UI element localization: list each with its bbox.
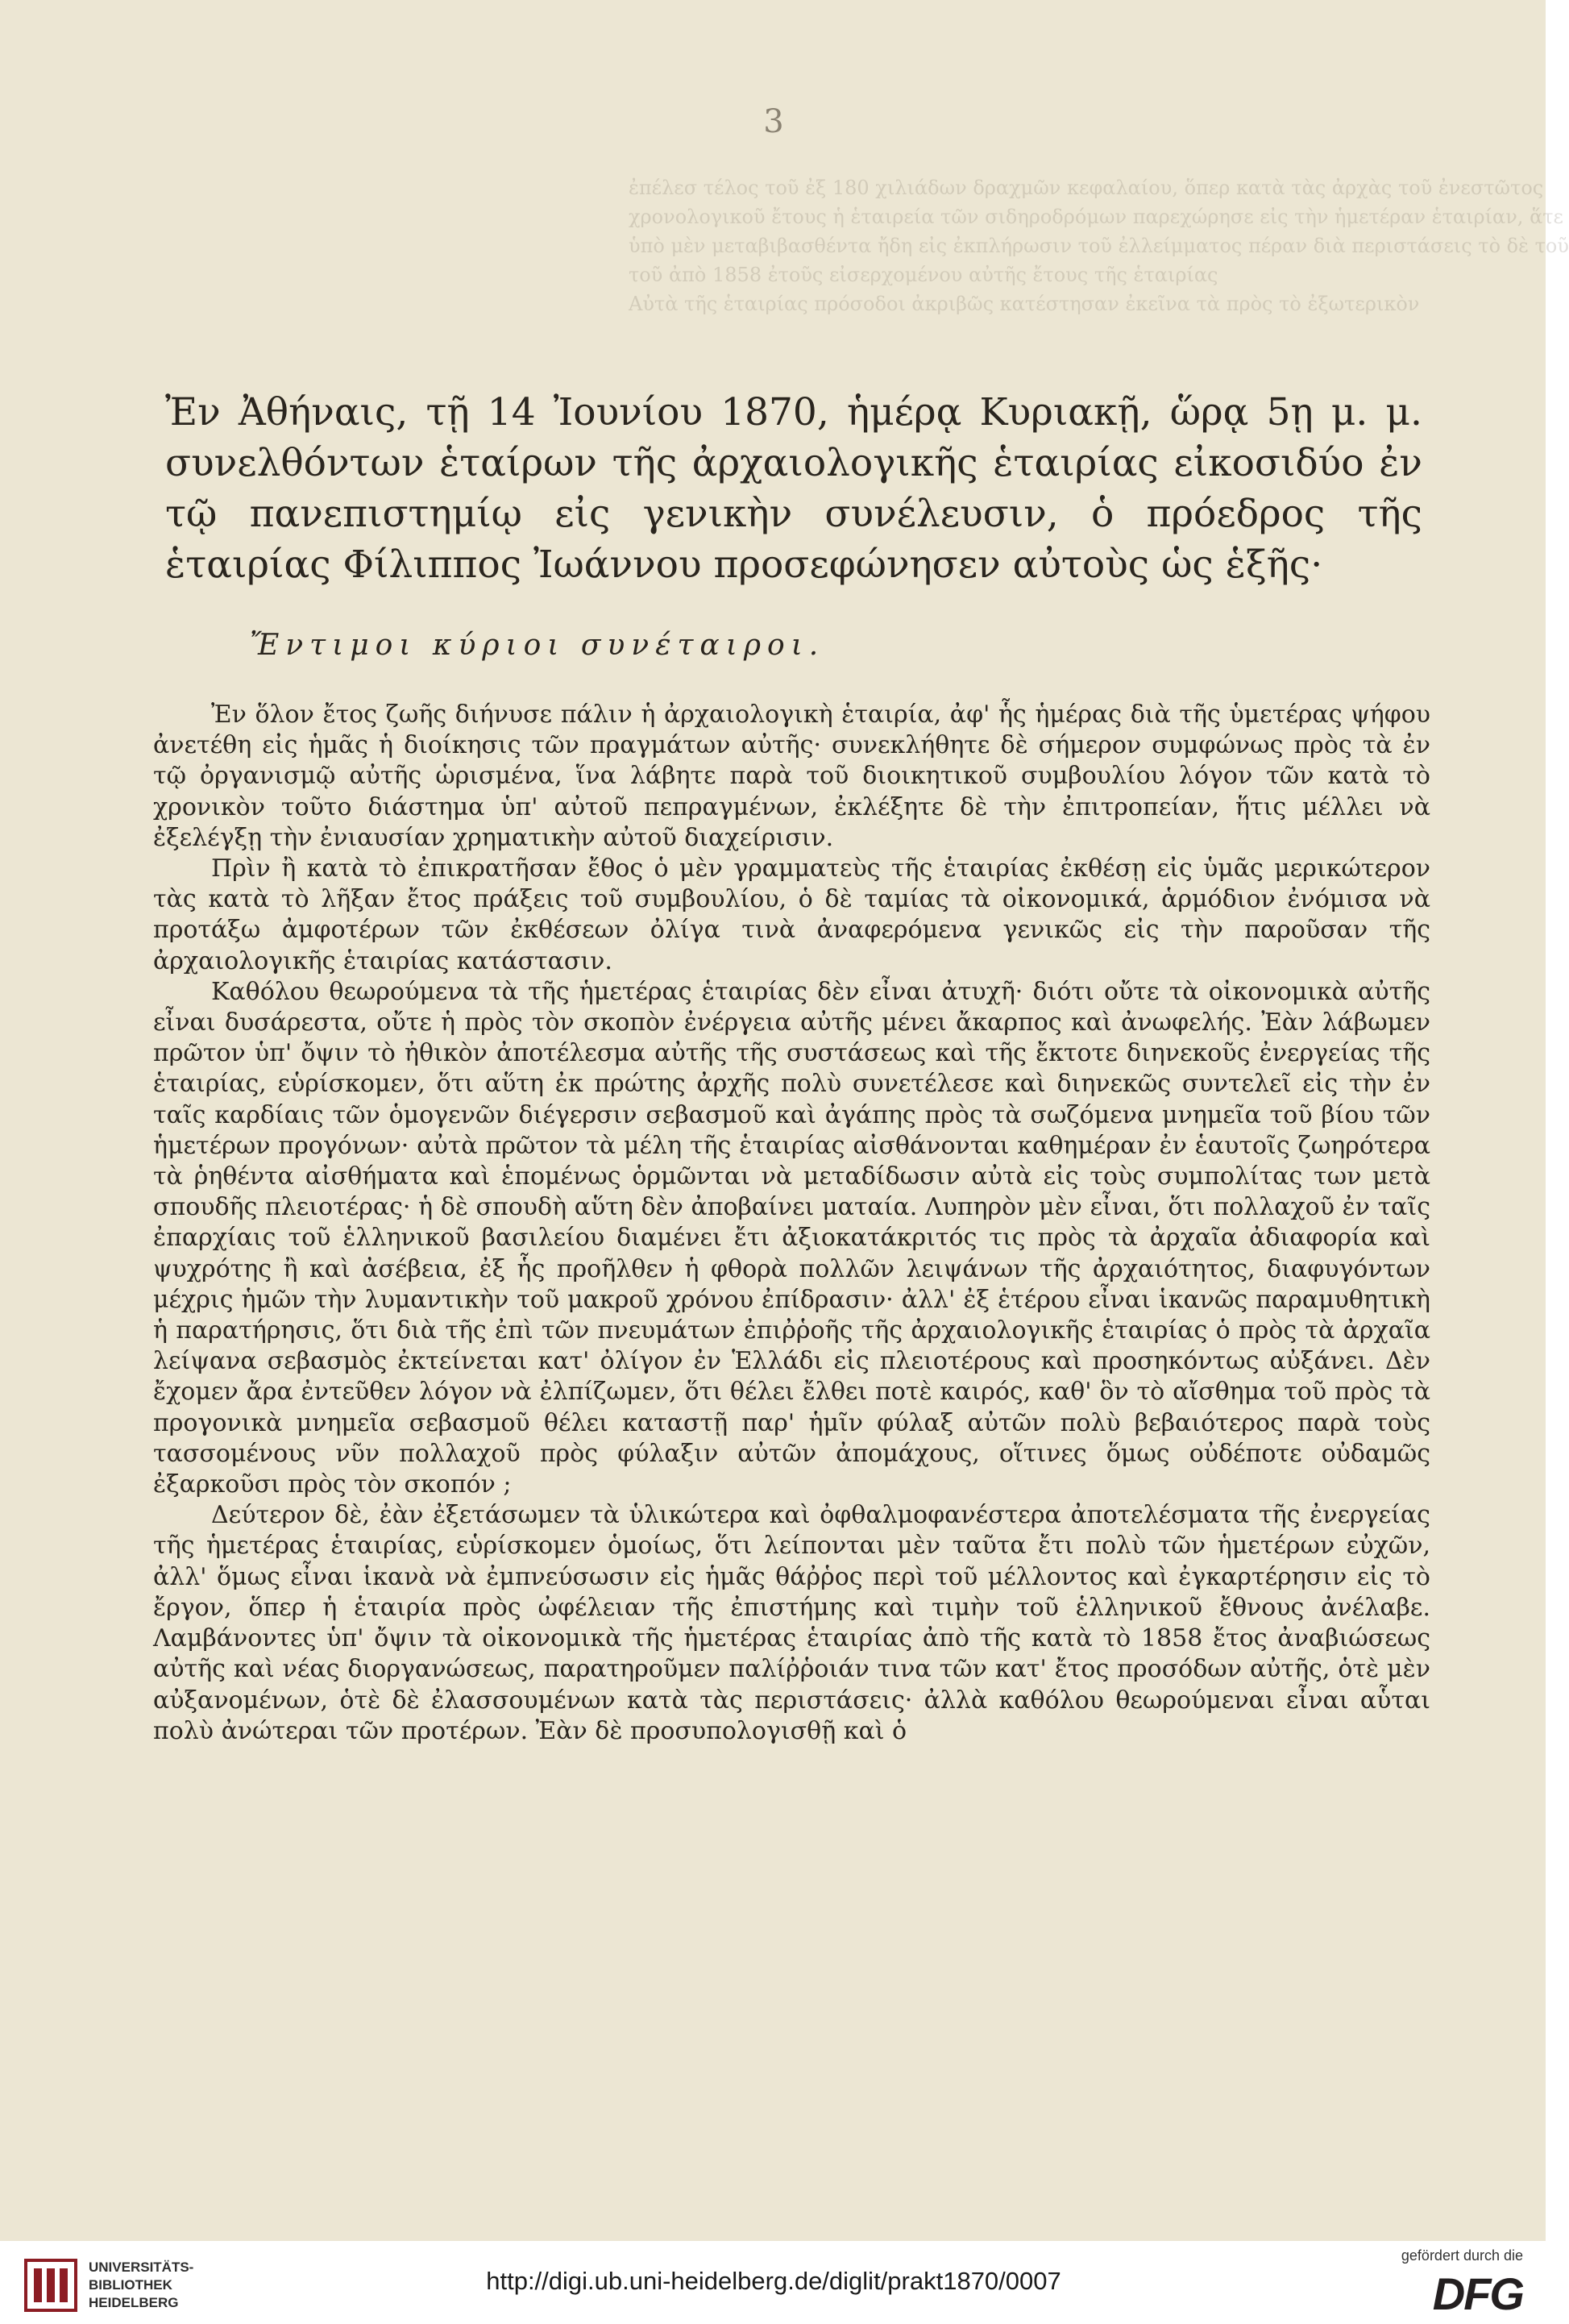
funded-by-label: gefördert durch die (1401, 2247, 1523, 2264)
dfg-sponsor[interactable] (1346, 2247, 1523, 2320)
library-name-line: HEIDELBERG (89, 2295, 179, 2310)
university-library-logo[interactable] (23, 2247, 224, 2320)
paragraph: Ἐν ὅλον ἔτος ζωῆς διήνυσε πάλιν ἡ ἀρχαιολογικὴ ἑταιρία, ἀφ' ἧς ἡμέρας διὰ τῆς ὑμετέρας ψήφου ἀνετέθη εἰς ἡμᾶς ἡ διοίκησις τῶν πραγμάτων αὐτῆς· συνεκλήθητε δὲ σήμερον συμφώνως πρὸς τὰ ἐν τῷ ὀργανισμῷ αὐτῆς ὡρισμένα, ἵνα λάβητε παρὰ τοῦ διοικητικοῦ συμβουλίου λόγον τῶν κατὰ τὸ χρονικὸν τοῦτο διάστημα ὑπ' αὐτοῦ πεπραγμένων, ἐκλέξητε δὲ τὴν ἐπιτροπείαν, ἥτις μέλλει νὰ ἐξελέγξῃ τὴν ἐνιαυσίαν χρηματικὴν αὐτοῦ διαχείρισιν. (153, 701, 1430, 852)
source-url-link[interactable]: http://digi.ub.uni-heidelberg.de/diglit/prakt1870/0007 (486, 2267, 1061, 2295)
paragraph: Δεύτερον δὲ, ἐὰν ἐξετάσωμεν τὰ ὑλικώτερα καὶ ὀφθαλμοφανέστερα ἀποτελέσματα τῆς ἐνεργείας τῆς ἡμετέρας ἑταιρίας, εὑρίσκομεν ὁμοίως, ὅτι λείπονται μὲν ταῦτα ἔτι πολὺ τῶν ἡμετέρων εὐχῶν, ἀλλ' ὅμως εἶναι ἱκανὰ νὰ ἐμπνεύσωσιν εἰς ἡμᾶς θάῤῥος περὶ τοῦ μέλλοντος καὶ ἐγκαρτέρησιν εἰς τὸ ἔργον, ὅπερ ἡ ἑταιρία πρὸς ὠφέλειαν τῆς ἐπιστήμης καὶ τιμὴν τοῦ ἑλληνικοῦ ἔθνους ἀνέλαβε. Λαμβάνοντες ὑπ' ὄψιν τὰ οἰκονομικὰ τῆς ἡμετέρας ἑταιρίας ἀπὸ τῆς κατὰ τὸ 1858 ἔτος ἀναβιώσεως αὐτῆς καὶ νέας διοργανώσεως, παρατηροῦμεν παλίῤῥοιάν τινα τῶν κατ' ἔτος προσόδων αὐτῆς, ὁτὲ μὲν αὐξανομένων, ὁτὲ δὲ ἐλασσουμένων κατὰ τὰς περιστάσεις· ἀλλὰ καθόλου θεωρούμεναι εἶναι αὗται πολὺ ἀνώτεραι τῶν προτέρων. Ἐὰν δὲ προσυπολογισθῇ καὶ ὁ (153, 1501, 1430, 1745)
library-name-line: BIBLIOTHEK (89, 2277, 172, 2293)
salutation: Ἔντιμοι κύριοι συνέταιροι. (250, 629, 825, 662)
paragraph: Πρὶν ἢ κατὰ τὸ ἐπικρατῆσαν ἔθος ὁ μὲν γραμματεὺς τῆς ἑταιρίας ἐκθέσῃ εἰς ὑμᾶς μερικώτερον τὰς κατὰ τὸ λῆξαν ἔτος πράξεις τοῦ συμβουλίου, ὁ δὲ ταμίας τὰ οἰκονομικά, ἁρμόδιον ἐνόμισα νὰ προτάξω ἀμφοτέρων τῶν ἐκθέσεων ὀλίγα τινὰ ἀναφερόμενα γενικῶς εἰς τὴν παροῦσαν τῆς ἀρχαιολογικῆς ἑταιρίας κατάστασιν. (153, 854, 1430, 975)
body-text (153, 700, 1430, 1747)
footer-bar (0, 2241, 1546, 2324)
paragraph: Καθόλου θεωρούμενα τὰ τῆς ἡμετέρας ἑταιρίας δὲν εἶναι ἀτυχῆ· διότι οὔτε τὰ οἰκονομικὰ αὐτῆς εἶναι δυσάρεστα, οὔτε ἡ πρὸς τὸν σκοπὸν ἐνέργεια αὐτῆς μένει ἄκαρπος καὶ ἀνωφελής. Ἐὰν λάβωμεν πρῶτον ὑπ' ὄψιν τὸ ἠθικὸν ἀποτέλεσμα αὐτῆς τῆς συστάσεως καὶ τῆς ἔκτοτε διηνεκοῦς ἐνεργείας τῆς ἑταιρίας, εὑρίσκομεν, ὅτι αὕτη ἐκ πρώτης ἀρχῆς πολὺ συνετέλεσε καὶ διηνεκῶς συντελεῖ εἰς τὴν ἐν ταῖς καρδίαις τῶν ὁμογενῶν διέγερσιν σεβασμοῦ καὶ ἀγάπης πρὸς τὰ σωζόμενα μνημεῖα τοῦ βίου τῶν ἡμετέρων προγόνων· αὐτὰ πρῶτον τὰ μέλη τῆς ἑταιρίας αἰσθάνονται καθημέραν ἐν ἑαυτοῖς ζωηρότερα τὰ ῥηθέντα αἰσθήματα καὶ ἑπομένως ὁρμῶνται νὰ μεταδίδωσιν αὐτὰ εἰς τοὺς συμπολίτας των μετὰ σπουδῆς πλειοτέρας· ἡ δὲ σπουδὴ αὕτη δὲν ἀποβαίνει ματαία. Λυπηρὸν μὲν εἶναι, ὅτι πολλαχοῦ ἐν ταῖς ἐπαρχίαις τοῦ ἑλληνικοῦ βασιλείου διαμένει ἔτι ἀξιοκατάκριτός τις πρὸς τὰ ἀρχαῖα ἀδιαφορία καὶ ψυχρότης ἢ καὶ ἀσέβεια, ἐξ ἧς προῆλθεν ἡ φθορὰ πολλῶν λειψάνων τῆς ἀρχαιότητος, διαφυγόντων μέχρις ἡμῶν τὴν λυμαντικὴν τοῦ μακροῦ χρόνου ἐπίδρασιν· ἀλλ' ἐξ ἑτέρου εἶναι ἱκανῶς παραμυθητικὴ ἡ παρατήρησις, ὅτι διὰ τῆς ἐπὶ τῶν πνευμάτων ἐπιῤῥοῆς τῆς ἀρχαιολογικῆς ἑταιρίας ὁ πρὸς τὰ ἀρχαῖα λείψανα σεβασμὸς ἐκτείνεται κατ' ὀλίγον ἐν Ἑλλάδι εἰς πλειοτέρους καὶ προσηκόντως αὐξάνει. Δὲν ἔχομεν ἄρα ἐντεῦθεν λόγον νὰ ἐλπίζωμεν, ὅτι θέλει ἔλθει ποτὲ καιρός, καθ' ὃν τὸ αἴσθημα τοῦ πρὸς τὰ προγονικὰ μνημεῖα σεβασμοῦ θέλει καταστῇ παρ' ἡμῖν φύλαξ αὐτῶν πολὺ βεβαιότερος παρὰ τοὺς τασσομένους νῦν πολλαχοῦ πρὸς φύλαξιν αὐτῶν ἀπομάχους, οἵτινες ὅμως οὐδέποτε οὐδαμῶς ἐξαρκοῦσι πρὸς τὸν σκοπόν ; (153, 977, 1430, 1499)
page-number: 3 (763, 103, 784, 140)
bleed-through-text: ἐπέλεσ τέλος τοῦ ἐξ 180 χιλιάδων δραχμῶν κεφαλαίου, ὅπερ κατὰ τὰς ἀρχὰς τοῦ ἐνεστῶτος χρονολογικοῦ ἔτους ἡ ἑταιρεία τῶν σιδηροδρόμων παρεχώρησε εἰς τὴν ἡμετέραν ἑταιρίαν, ἅτε ὑπὸ μὲν μεταβιβασθέντα ἤδη εἰς ἐκπλήρωσιν τοῦ ἐλλείμματος πέραν διὰ περιστάσεις τὸ δὲ τοῦ τοῦ ἀπὸ 1858 ἐτοῦς εἰσερχομένου αὐτῆς ἔτους τῆς ἑταιρίας Αὐτὰ τῆς ἑταιρίας πρόσοδοι ἀκριβῶς κατέστησαν ἐκεῖνα τὰ πρὸς τὸ ἐξωτερικὸν (629, 177, 1569, 315)
dfg-logo: DFG (1432, 2268, 1523, 2319)
page-heading: Ἐν Ἀθήναις, τῇ 14 Ἰουνίου 1870, ἡμέρᾳ Κυριακῇ, ὥρᾳ 5ῃ μ. μ. συνελθόντων ἑταίρων τῆς ἀρχαιολογικῆς ἑταιρίας εἰκοσιδύο ἐν τῷ πανεπιστημίῳ εἰς γενικὴν συνέλευσιν, ὁ πρόεδρος τῆς ἑταιρίας Φίλιππος Ἰωάννου προσεφώνησεν αὐτοὺς ὡς ἑξῆς· (165, 390, 1422, 587)
library-name-line: UNIVERSITÄTS- (89, 2260, 194, 2275)
library-emblem-icon (23, 2257, 79, 2314)
